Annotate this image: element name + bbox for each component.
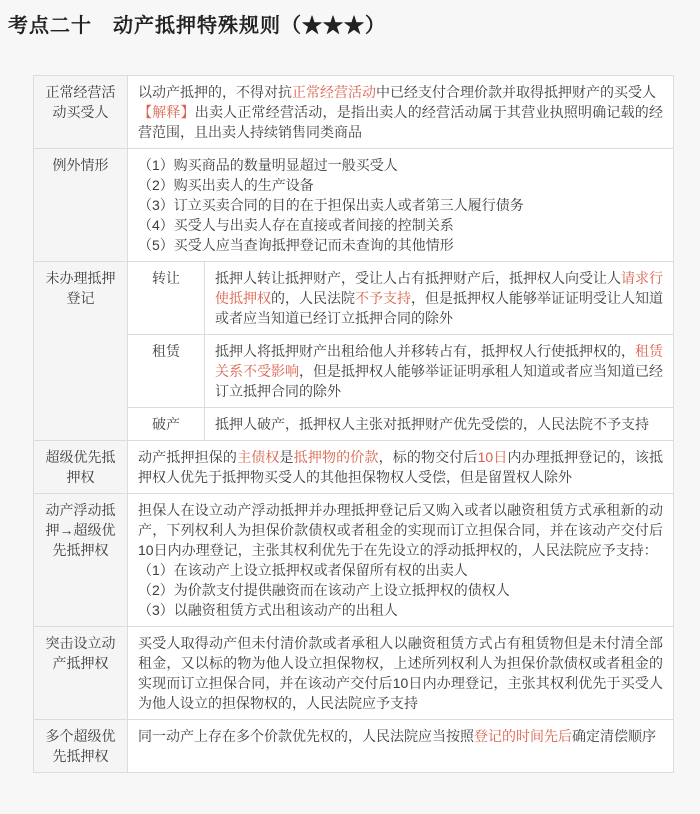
highlight-segment: 不予支持: [355, 290, 411, 306]
row-content-cell: [128, 441, 674, 494]
content-paragraph: [215, 341, 663, 401]
text-segment: 的，人民法院: [271, 290, 355, 306]
highlight-segment: 抵押物的价款: [293, 449, 379, 465]
text-segment: （4）买受人与出卖人存在直接或者间接的控制关系: [138, 217, 454, 233]
highlight-segment: 【解释】: [138, 104, 195, 120]
text-segment: 确定清偿顺序: [572, 728, 656, 744]
row-label-cell: 突击设立动产抵押权: [34, 627, 128, 720]
text-segment: 抵押人将抵押财产出租给他人并移转占有，抵押权人行使抵押权的，: [215, 343, 635, 359]
content-paragraph: [138, 155, 663, 175]
row-sublabel-cell: 租赁: [128, 335, 205, 408]
text-segment: ，标的物交付后: [378, 449, 478, 465]
row-label-cell: 动产浮动抵押→超级优先抵押权: [34, 494, 128, 627]
text-segment: （2）购买出卖人的生产设备: [138, 177, 314, 193]
row-content-cell: [128, 149, 674, 262]
text-segment: 抵押人破产，抵押权人主张对抵押财产优先受偿的，人民法院不予支持: [215, 416, 649, 432]
text-segment: 买受人取得动产但未付清价款或者承租人以融资租赁方式占有租赁物但是未付清全部租金，又以标的物为他人设立担保物权，上述所列权利人为担保价款债权或者租金的实现而订立担保合同，并在该动产交付后10日内办理登记，主张其权利优先于买受人为他人设立的担保物权的，人民法院应予支持: [138, 635, 663, 711]
highlight-segment: 租赁关系不受影响: [215, 343, 663, 379]
text-segment: 担保人在设立动产浮动抵押并办理抵押登记后又购入或者以融资租赁方式承租新的动产，下列权利人为担保价款债权或者租金的实现而订立担保合同，并在该动产交付后10日内办理登记，主张其权利优先于在先设立的浮动抵押权的，人民法院应予支持：: [138, 502, 663, 558]
row-content-cell: [128, 720, 674, 773]
row-content-cell: [205, 335, 674, 408]
text-segment: （2）为价款支付提供融资而在该动产上设立抵押权的债权人: [138, 582, 510, 598]
table-row-6: [34, 720, 674, 773]
content-paragraph: [138, 195, 663, 215]
content-paragraph: [138, 633, 663, 713]
row-content-cell: [128, 494, 674, 627]
content-paragraph: [138, 447, 663, 487]
text-segment: 中已经支付合理价款并取得抵押财产的买受人: [376, 84, 656, 100]
row-label-cell: 未办理抵押登记: [34, 262, 128, 441]
highlight-segment: 10日: [477, 449, 508, 465]
rules-table-body: [34, 76, 674, 773]
row-sublabel-cell: 转让: [128, 262, 205, 335]
content-paragraph: [138, 600, 663, 620]
content-paragraph: [138, 102, 663, 142]
highlight-segment: 请求行使抵押权: [215, 270, 663, 306]
highlight-segment: 主债权: [237, 449, 280, 465]
text-segment: ，但是抵押权人能够举证证明受让人知道或者应当知道已经订立抵押合同的除外: [215, 290, 663, 326]
table-row-2-2: [34, 408, 674, 441]
text-segment: （3）订立买卖合同的目的在于担保出卖人或者第三人履行债务: [138, 197, 524, 213]
content-paragraph: [215, 268, 663, 328]
text-segment: 是: [279, 449, 294, 465]
row-content-cell: [128, 76, 674, 149]
content-paragraph: [138, 580, 663, 600]
text-segment: 动产抵押担保的: [138, 449, 238, 465]
content-paragraph: [138, 560, 663, 580]
table-row-1: [34, 149, 674, 262]
content-paragraph: [138, 82, 663, 102]
text-segment: （3）以融资租赁方式出租该动产的出租人: [138, 602, 398, 618]
content-paragraph: [138, 500, 663, 560]
text-segment: 内办理抵押登记的，该抵押权人优先于抵押物买受人的其他担保物权人受偿，但是留置权人除外: [138, 449, 664, 485]
content-paragraph: [138, 215, 663, 235]
text-segment: （1）购买商品的数量明显超过一般买受人: [138, 157, 398, 173]
text-segment: 同一动产上存在多个价款优先权的，人民法院应当按照: [138, 728, 474, 744]
table-row-2-0: [34, 262, 674, 335]
row-label-cell: 多个超级优先抵押权: [34, 720, 128, 773]
row-label-cell: 超级优先抵押权: [34, 441, 128, 494]
page-title: 考点二十 动产抵押特殊规则（★★★）: [8, 15, 386, 37]
text-segment: 以动产抵押的，不得对抗: [138, 84, 292, 100]
table-row-0: [34, 76, 674, 149]
highlight-segment: 正常经营活动: [292, 84, 376, 100]
row-sublabel-cell: 破产: [128, 408, 205, 441]
text-segment: （5）买受人应当查询抵押登记而未查询的其他情形: [138, 237, 454, 253]
text-segment: （1）在该动产上设立抵押权或者保留所有权的出卖人: [138, 562, 468, 578]
highlight-segment: 登记的时间先后: [474, 728, 572, 744]
text-segment: ，但是抵押权人能够举证证明承租人知道或者应当知道已经订立抵押合同的除外: [215, 363, 663, 399]
content-paragraph: [138, 175, 663, 195]
table-row-2-1: [34, 335, 674, 408]
table-row-3: [34, 441, 674, 494]
row-content-cell: [205, 408, 674, 441]
text-segment: 抵押人转让抵押财产，受让人占有抵押财产后，抵押权人向受让人: [215, 270, 621, 286]
table-row-5: [34, 627, 674, 720]
table-row-4: [34, 494, 674, 627]
content-paragraph: [215, 414, 663, 434]
rules-table: [33, 75, 674, 773]
content-paragraph: [138, 726, 663, 746]
row-label-cell: 例外情形: [34, 149, 128, 262]
content-paragraph: [138, 235, 663, 255]
row-label-cell: 正常经营活动买受人: [34, 76, 128, 149]
row-content-cell: [128, 627, 674, 720]
text-segment: 出卖人正常经营活动，是指出卖人的经营活动属于其营业执照明确记载的经营范围，且出卖人持续销售同类商品: [138, 104, 664, 140]
row-content-cell: [205, 262, 674, 335]
